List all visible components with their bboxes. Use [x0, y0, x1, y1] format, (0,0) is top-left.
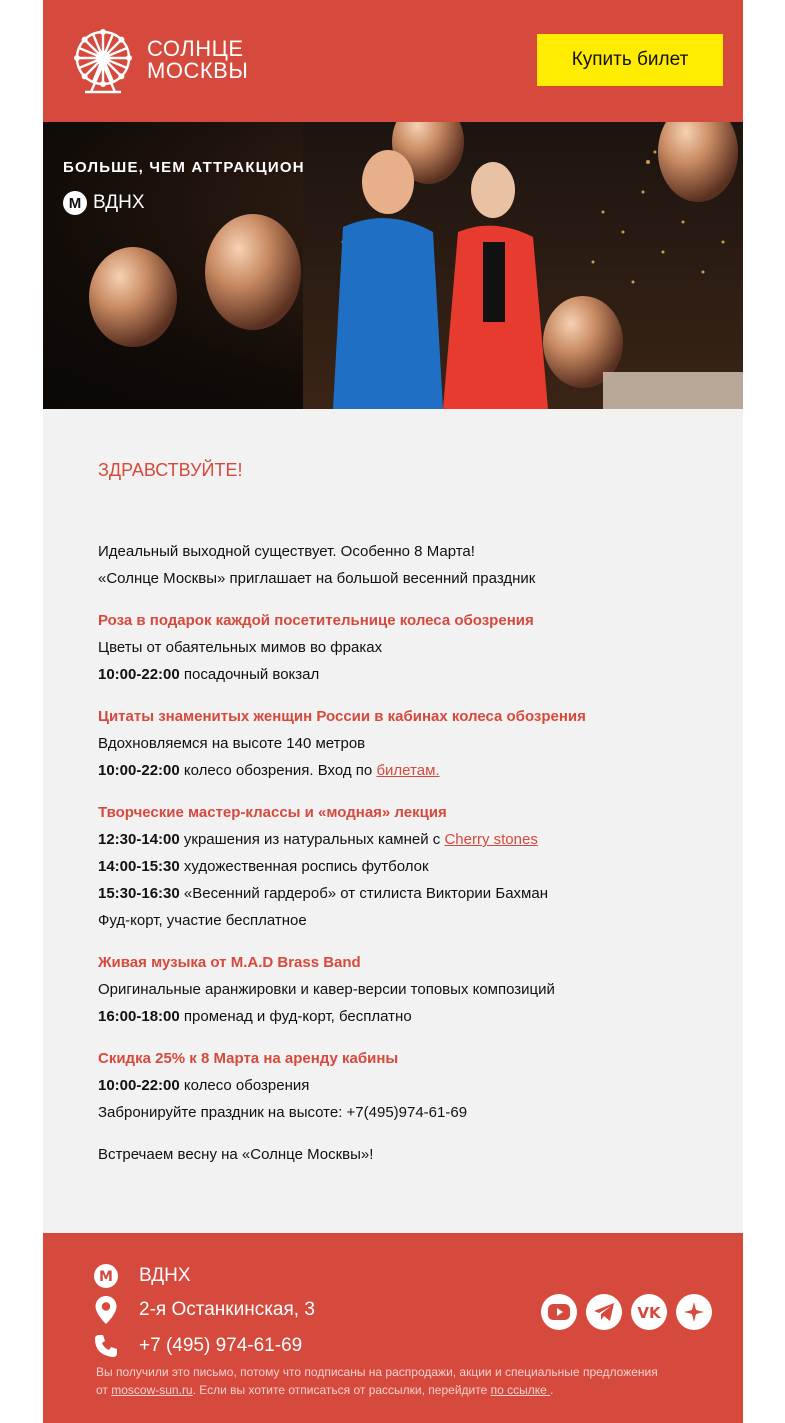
event-schedule: [98, 853, 698, 880]
intro: [98, 538, 698, 592]
hero-metro-station: ВДНХ: [93, 192, 145, 213]
site-link[interactable]: moscow-sun.ru: [111, 1383, 193, 1397]
buy-ticket-button[interactable]: Купить билет: [537, 34, 723, 86]
event-time: 14:00-15:30: [98, 858, 180, 875]
event-time: 15:30-16:30: [98, 885, 180, 902]
vk-icon[interactable]: [631, 1294, 667, 1330]
legal-notice: [96, 1363, 696, 1399]
event-schedule: [98, 1003, 698, 1030]
event-music: [98, 949, 698, 1030]
email-body: [98, 458, 698, 1168]
event-title: Живая музыка от M.A.D Brass Band: [98, 954, 361, 971]
svg-text:VK: VK: [637, 1304, 661, 1320]
social-links: [541, 1294, 721, 1330]
event-time: 10:00-22:00: [98, 1077, 180, 1094]
cherry-stones-link[interactable]: Cherry stones: [444, 831, 538, 848]
youtube-icon[interactable]: [541, 1294, 577, 1330]
email-container: [43, 0, 743, 1423]
unsubscribe-link[interactable]: по ссылке: [490, 1383, 551, 1397]
event-line: Забронируйте праздник на высоте: +7(495)974-61-69: [98, 1104, 468, 1121]
phone-icon: [93, 1331, 119, 1361]
telegram-icon[interactable]: [586, 1294, 622, 1330]
legal-line2: [96, 1381, 696, 1399]
metro-icon: [93, 1261, 119, 1291]
header: [43, 0, 743, 122]
event-place: променад и фуд-корт, бесплатно: [179, 1008, 412, 1025]
event-schedule: [98, 661, 698, 688]
logo-line2: МОСКВЫ: [147, 58, 249, 83]
legal-mid: . Если вы хотите отписаться от рассылки, перейдите: [192, 1383, 491, 1397]
event-time: 10:00-22:00: [98, 762, 180, 779]
intro-line2: «Солнце Москвы» приглашает на большой весенний праздник: [98, 570, 536, 587]
closing-text: Встречаем весну на «Солнце Москвы»!: [98, 1146, 374, 1163]
event-place: колесо обозрения: [179, 1077, 310, 1094]
event-schedule: [98, 757, 698, 784]
ferris-wheel-logo-icon: [71, 26, 135, 94]
event-text: художественная роспись футболок: [179, 858, 429, 875]
footer-metro-station: ВДНХ: [139, 1265, 191, 1286]
hero-banner[interactable]: [43, 122, 743, 409]
event-text: «Весенний гардероб» от стилиста Виктории Бахман: [179, 885, 548, 902]
logo-line1: СОЛНЦЕ: [147, 36, 244, 61]
footer: [43, 1233, 743, 1423]
intro-line1: Идеальный выходной существует. Особенно 8 Марта!: [98, 543, 475, 560]
event-text: украшения из натуральных камней с: [179, 831, 445, 848]
footer-phone[interactable]: [93, 1331, 302, 1361]
footer-address-text: 2-я Останкинская, 3: [139, 1299, 315, 1320]
event-line: Оригинальные аранжировки и кавер-версии топовых композиций: [98, 981, 555, 998]
hero-tagline: БОЛЬШЕ, ЧЕМ АТТРАКЦИОН: [63, 159, 305, 176]
event-time: 10:00-22:00: [98, 666, 180, 683]
footer-phone-text[interactable]: +7 (495) 974-61-69: [139, 1335, 303, 1356]
tickets-link[interactable]: билетам.: [376, 762, 440, 779]
event-schedule: [98, 880, 698, 907]
event-title: Цитаты знаменитых женщин России в кабинах колеса обозрения: [98, 708, 586, 725]
legal-from: от: [96, 1383, 112, 1397]
event-line: Цветы от обаятельных мимов во фраках: [98, 639, 383, 656]
event-place: колесо обозрения. Вход по: [179, 762, 377, 779]
event-place: посадочный вокзал: [179, 666, 320, 683]
event-schedule: [98, 826, 698, 853]
footer-address: [93, 1295, 315, 1325]
footer-metro: [93, 1261, 191, 1291]
event-time: 12:30-14:00: [98, 831, 180, 848]
event-line: Фуд-корт, участие бесплатное: [98, 912, 307, 929]
event-title: Скидка 25% к 8 Марта на аренду кабины: [98, 1050, 399, 1067]
event-discount: [98, 1045, 698, 1126]
event-line: Вдохновляемся на высоте 140 метров: [98, 735, 366, 752]
logo-text: [147, 38, 248, 82]
event-workshops: [98, 799, 698, 934]
svg-text:М: М: [99, 1269, 113, 1285]
metro-icon: М: [63, 191, 87, 215]
event-schedule: [98, 1072, 698, 1099]
logo-link[interactable]: [71, 26, 248, 94]
greeting: ЗДРАВСТВУЙТЕ!: [98, 460, 243, 480]
event-title: Роза в подарок каждой посетительнице колеса обозрения: [98, 612, 534, 629]
event-quotes: [98, 703, 698, 784]
event-rose: [98, 607, 698, 688]
legal-line1: Вы получили это письмо, потому что подписаны на распродажи, акции и специальные предложения: [96, 1365, 658, 1379]
legal-end: .: [550, 1383, 554, 1397]
hero-metro: [63, 191, 145, 215]
event-time: 16:00-18:00: [98, 1008, 180, 1025]
star-icon[interactable]: [676, 1294, 712, 1330]
location-pin-icon: [93, 1295, 119, 1325]
event-title: Творческие мастер-классы и «модная» лекция: [98, 804, 447, 821]
